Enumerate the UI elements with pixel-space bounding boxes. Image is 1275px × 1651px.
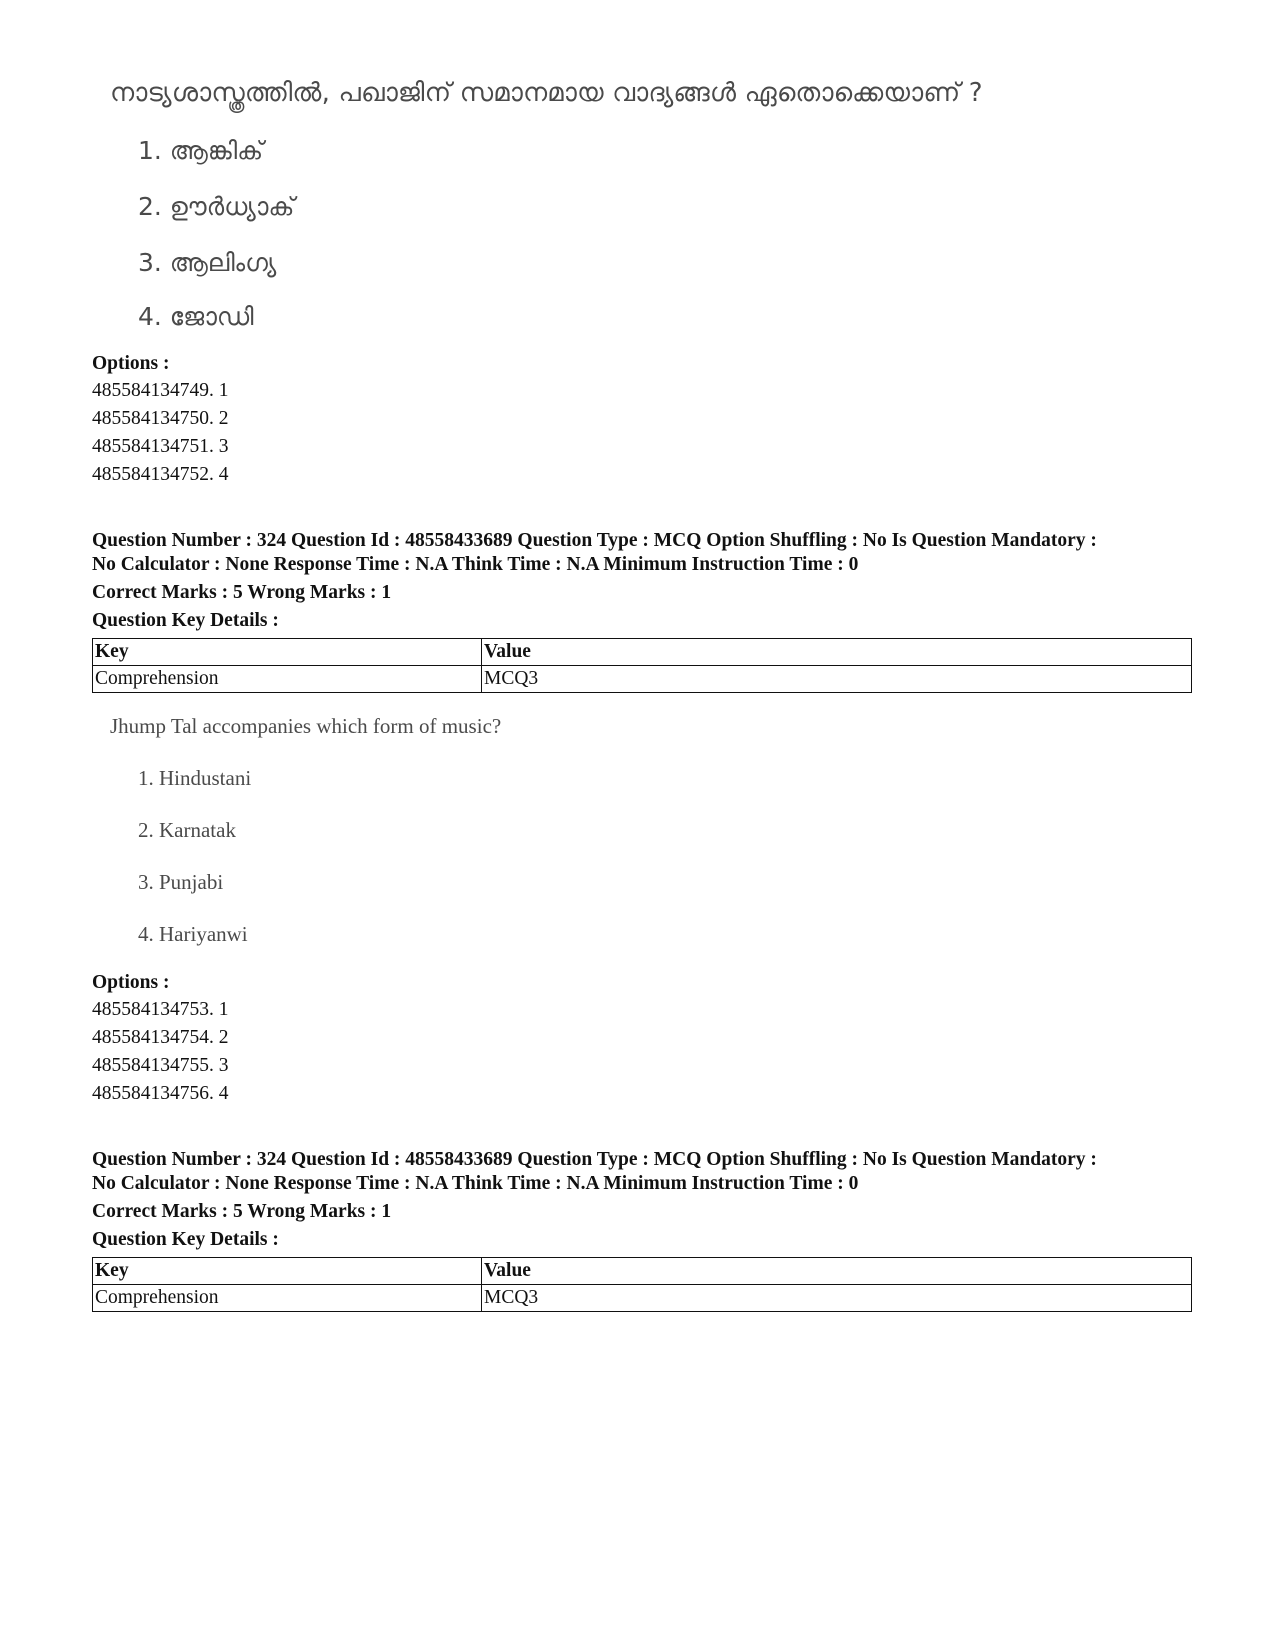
table-header-key: Key: [93, 1258, 482, 1285]
question-meta-line1: Question Number : 324 Question Id : 48558433689 Question Type : MCQ Option Shuffling : No Is Question Mandatory :: [92, 530, 1097, 551]
option-id-3: 485584134751. 3: [92, 436, 229, 457]
table-cell-key: Comprehension: [93, 666, 482, 693]
options-label: Options :: [92, 972, 170, 993]
table-cell-value: MCQ3: [482, 1285, 1192, 1312]
marks-line: Correct Marks : 5 Wrong Marks : 1: [92, 1201, 392, 1222]
option-id-3: 485584134755. 3: [92, 1055, 229, 1076]
table-cell-key: Comprehension: [93, 1285, 482, 1312]
table-header-value: Value: [482, 1258, 1192, 1285]
table-header-value: Value: [482, 639, 1192, 666]
malayalam-choice-4: 4. ജോഡി: [138, 302, 254, 331]
option-id-4: 485584134756. 4: [92, 1083, 229, 1104]
option-id-2: 485584134754. 2: [92, 1027, 229, 1048]
table-header-key: Key: [93, 639, 482, 666]
option-id-4: 485584134752. 4: [92, 464, 229, 485]
question-key-table: [92, 1257, 1192, 1312]
english-choice-3: 3. Punjabi: [138, 870, 224, 894]
malayalam-choice-2: 2. ഊർധ്യാക്: [138, 192, 295, 221]
malayalam-choice-1: 1. ആങ്കിക്: [138, 136, 264, 165]
english-question-text: Jhump Tal accompanies which form of music?: [110, 714, 502, 738]
option-id-1: 485584134749. 1: [92, 380, 229, 401]
key-details-label: Question Key Details :: [92, 610, 279, 631]
malayalam-choice-3: 3. ആലിംഗ്യ: [138, 248, 277, 277]
question-meta-line2: No Calculator : None Response Time : N.A Think Time : N.A Minimum Instruction Time : 0: [92, 1173, 859, 1194]
question-meta-line1: Question Number : 324 Question Id : 48558433689 Question Type : MCQ Option Shuffling : No Is Question Mandatory :: [92, 1149, 1097, 1170]
options-label: Options :: [92, 353, 170, 374]
option-id-1: 485584134753. 1: [92, 999, 229, 1020]
question-key-table: [92, 638, 1192, 693]
english-choice-2: 2. Karnatak: [138, 818, 236, 842]
english-choice-1: 1. Hindustani: [138, 766, 252, 790]
key-details-label: Question Key Details :: [92, 1229, 279, 1250]
question-meta-line2: No Calculator : None Response Time : N.A Think Time : N.A Minimum Instruction Time : 0: [92, 554, 859, 575]
malayalam-question-text: നാട്യശാസ്ത്രത്തിൽ, പഖാജിന് സമാനമായ വാദ്യങ്ങൾ ഏതൊക്കെയാണ് ?: [110, 78, 983, 108]
option-id-2: 485584134750. 2: [92, 408, 229, 429]
marks-line: Correct Marks : 5 Wrong Marks : 1: [92, 582, 392, 603]
english-choice-4: 4. Hariyanwi: [138, 922, 248, 946]
table-cell-value: MCQ3: [482, 666, 1192, 693]
